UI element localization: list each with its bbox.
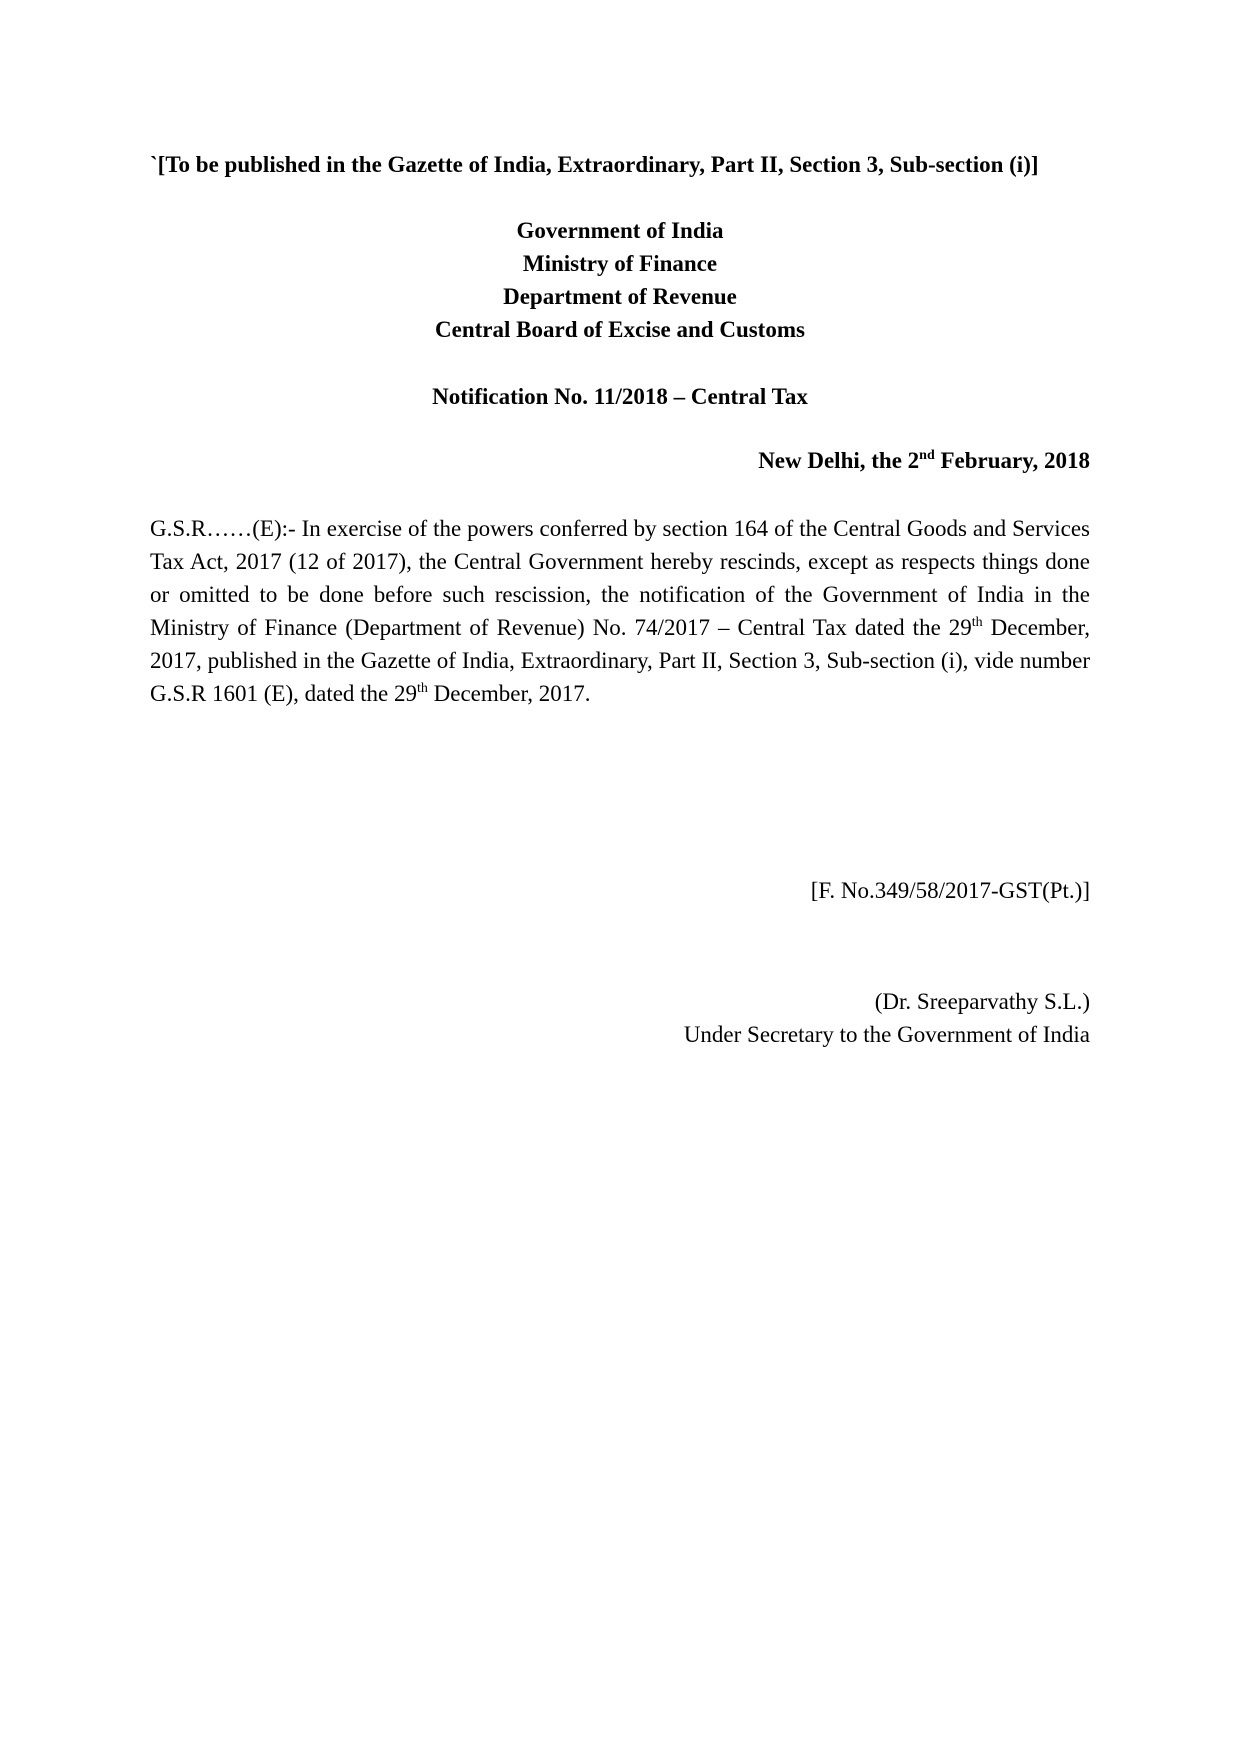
body-sup-2: th: [417, 681, 428, 696]
government-name: Government of India: [516, 218, 724, 243]
board-name: Central Board of Excise and Customs: [435, 317, 805, 342]
dateline-prefix: New Delhi, the 2: [758, 448, 920, 473]
dateline: [150, 444, 1090, 477]
body-sup-1: th: [971, 615, 983, 630]
notification-body: [150, 512, 1090, 710]
signatory-block: [150, 985, 1090, 1051]
signatory-name: (Dr. Sreeparvathy S.L.): [874, 989, 1090, 1014]
body-part-3: December, 2017.: [427, 681, 591, 706]
notification-number: Notification No. 11/2018 – Central Tax: [432, 384, 808, 409]
dateline-day-suffix: nd: [919, 448, 935, 463]
signatory-designation: Under Secretary to the Government of India: [683, 1022, 1090, 1047]
publication-note: `[To be published in the Gazette of India, Extraordinary, Part II, Section 3, Sub-section (i)]: [150, 152, 1039, 177]
dateline-rest: February, 2018: [934, 448, 1090, 473]
ministry-name: Ministry of Finance: [522, 251, 718, 276]
issuing-authority: [150, 214, 1090, 346]
body-part-2: December, 2017, published in the Gazette of India, Extraordinary, Part II, Section 3, Sub-section (i), vide number G.S.R 1601 (E), dated the 29: [150, 615, 1090, 706]
department-name: Department of Revenue: [503, 284, 737, 309]
file-number: [F. No.349/58/2017-GST(Pt.)]: [810, 878, 1090, 903]
body-part-1: G.S.R……(E):- In exercise of the powers conferred by section 164 of the Central Goods and Services Tax Act, 2017 (12 of 2017), the Central Government hereby rescinds, except as respects things done or omitted to be done before such rescission, the notification of the Government of India in the Ministry of Finance (Department of Revenue) No. 74/2017 – Central Tax dated the 29: [150, 516, 1090, 640]
